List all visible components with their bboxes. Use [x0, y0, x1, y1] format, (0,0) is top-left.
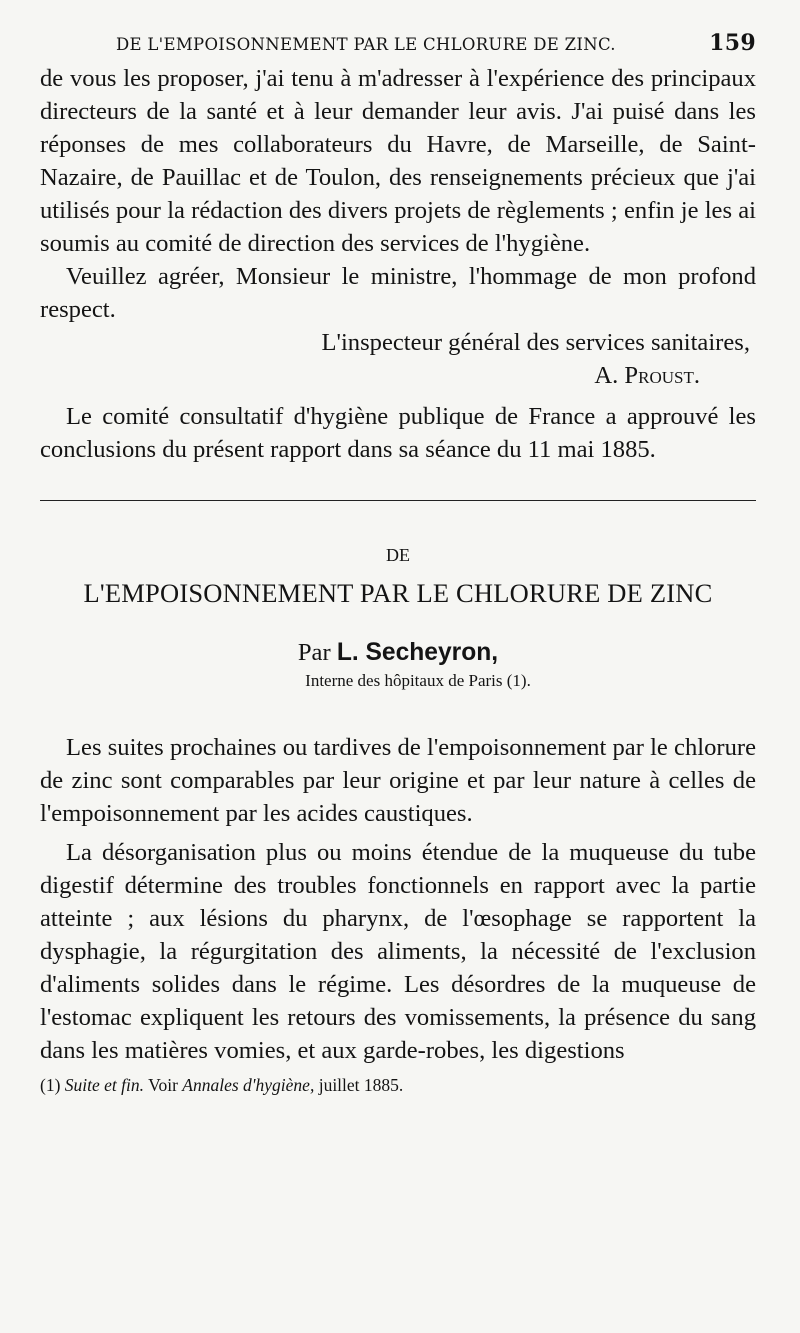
author-affiliation: Interne des hôpitaux de Paris (1). [305, 671, 531, 690]
committee-note: Le comité consultatif d'hygiène publique de France a approuvé les conclusions du présent rapport dans sa séance du 11 mai 1885. [40, 403, 756, 463]
footnote-italic-1: Suite et fin. [64, 1075, 145, 1095]
signature-title: L'inspecteur général des services sanitaires, [321, 329, 750, 356]
footnote-text-2: juillet 1885. [318, 1075, 404, 1095]
running-title: DE L'EMPOISONNEMENT PAR LE CHLORURE DE ZINC. [116, 35, 616, 54]
byline-prefix: Par [297, 639, 331, 666]
article-byline [40, 639, 756, 667]
section-divider [40, 500, 756, 501]
footnote-marker: (1) [40, 1075, 61, 1095]
article-title-prefix: DE [386, 545, 410, 565]
page [40, 30, 756, 1096]
footnote-journal: Annales d'hygiène, [182, 1075, 315, 1095]
article-paragraph-1: Les suites prochaines ou tardives de l'empoisonnement par le chlorure de zinc sont comparables par leur origine et par leur nature à celles de l'empoisonnement par les acides caustiques. [40, 734, 756, 827]
article-author: L. Secheyron, [336, 639, 499, 666]
footnote [40, 1075, 756, 1096]
article-title: L'EMPOISONNEMENT PAR LE CHLORURE DE ZINC [83, 578, 713, 608]
signature-name: A. Proust. [594, 362, 700, 389]
running-header [116, 30, 756, 56]
letter-paragraph-1: de vous les proposer, j'ai tenu à m'adresser à l'expérience des principaux directeurs de la santé et à leur demander leur avis. J'ai puisé dans les réponses de mes collaborateurs du Havre, de Marseille, de Saint-Nazaire, de Pauillac et de Toulon, des renseignements précieux que j'ai utilisés pour la rédaction des divers projets de règlements ; enfin je les ai soumis au comité de direction des services de l'hygiène. [40, 65, 756, 257]
letter-paragraph-2: Veuillez agréer, Monsieur le ministre, l'hommage de mon profond respect. [40, 263, 756, 323]
footnote-text-1: Voir [148, 1075, 178, 1095]
page-number: 159 [709, 30, 756, 56]
article-paragraph-2: La désorganisation plus ou moins étendue de la muqueuse du tube digestif détermine des troubles fonctionnels en rapport avec la partie atteinte ; aux lésions du pharynx, de l'œsophage se rapportent la dysphagie, la régurgitation des aliments, la nécessité de l'exclusion d'aliments solides dans le régime. Les désordres de la muqueuse de l'estomac expliquent les retours des vomissements, la présence du sang dans les matières vomies, et aux garde-robes, les digestions [40, 839, 756, 1064]
